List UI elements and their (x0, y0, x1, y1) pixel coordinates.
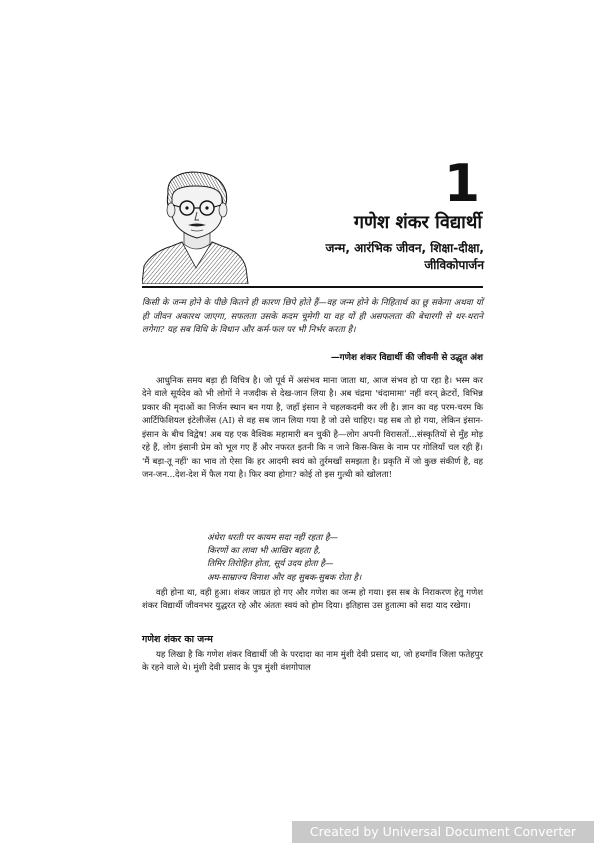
body-paragraph-3 (142, 649, 483, 676)
chapter-number: 1 (443, 154, 480, 214)
poem-line: अंधेरा धरती पर कायम सदा नहीं रहता है— (207, 533, 339, 543)
body-paragraph-2-text: वही होना था, वही हुआ। शंकर जाग्रत हो गए और गणेश का जन्म हो गया। इस सब के निराकरण हेतु गणेश शंकर विद्यार्थी जीवनभर युद्धरत रहे और अंततः स्वयं को होम दिया। इतिहास उस हुतात्मा को सदा याद रखेगा। (142, 588, 483, 612)
body-paragraph-1 (142, 375, 483, 483)
chapter-title: गणेश शंकर विद्यार्थी (353, 212, 482, 233)
epigraph-source: —गणेश शंकर विद्यार्थी की जीवनी से उद्धृत अंश (330, 353, 483, 363)
body-paragraph-3-text: यह लिखा है कि गणेश शंकर विद्यार्थी जी के परदादा का नाम मुंशी देवी प्रसाद था, जो हथगाँव जिला फतेहपुर के रहने वाले थे। मुंशी देवी प्रसाद के पुत्र मुंशी वंशगोपाल (142, 650, 483, 674)
section-heading: गणेश शंकर का जन्म (142, 634, 213, 645)
chapter-subtitle-line-2: जीविकोपार्जन (424, 258, 484, 272)
poem-line: किरणों का लावा भी आखिर बहता है, (207, 546, 321, 557)
header-rule (142, 286, 483, 288)
chapter-subtitle (262, 240, 484, 274)
author-portrait (142, 168, 250, 284)
poem-line: तिमिर तिरोहित होता, सूर्य उदय होता है— (207, 559, 334, 570)
chapter-subtitle-line-1: जन्म, आरंभिक जीवन, शिक्षा-दीक्षा, (325, 241, 484, 255)
converter-watermark: Created by Universal Document Converter (292, 821, 594, 843)
body-paragraph-1-text: आधुनिक समय बड़ा ही विचित्र है। जो पूर्व में असंभव माना जाता था, आज संभव हो पा रहा है। भस्म कर देने वाले सूर्यदेव को भी लोगों ने नजदीक से देख-जान लिया है। अब चंद्रमा 'चंदामामा' नहीं वरन् क्रेटरों, विभिन्न प्रकार की मृदाओं का निर्जन स्थान बन गया है, जहाँ इंसान ने चहलकदमी कर ली है। ज्ञान का वह परम-चरम कि आर्टिफिशियल इंटेलीजेंस (AI) से वह सब जान लिया गया है जो उसे चाहिए। यह सब तो हो गया, लेकिन इंसान-इंसान के बीच विद्वेष! अब यह एक वैश्विक महामारी बन चुकी है—लोग अपनी विरासतों...संस्कृतियों से मुँह मोड़ रहे हैं, लोग इंसानी प्रेम को भूल गए हैं और नफरत इतनी कि न जाने किस-किस के नाम पर गोलियाँ चल रही हैं। 'मैं बड़ा-तू नहीं' का भाव तो ऐसा कि हर आदमी स्वयं को तुर्रमखाँ समझता है। प्रकृति में जो कुछ संकीर्ण है, वह जन-जन...देश-देश में फैल गया है। फिर क्या होगा? कोई तो इस गुत्थी को खोलता! (142, 376, 483, 481)
poem-line: अघ-साम्राज्य विनाश और वह सुबक-सुबक रोता है। (207, 572, 362, 583)
body-paragraph-2 (142, 587, 483, 614)
epigraph-text: किसी के जन्म होने के पीछे कितने ही कारण छिपे होते हैं—वह जन्म होने के निहितार्थ का छू सकेगा अथवा यों ही जीवन अकारथ जाएगा, सफलता उसके कदम चूमेगी या वह यों ही असफलता की बेचारगी से थर-थराने लगेगा? यह सब विधि के विधान और कर्म-फल पर भी निर्भर करता है। (142, 298, 483, 336)
poem-verse (207, 532, 483, 585)
